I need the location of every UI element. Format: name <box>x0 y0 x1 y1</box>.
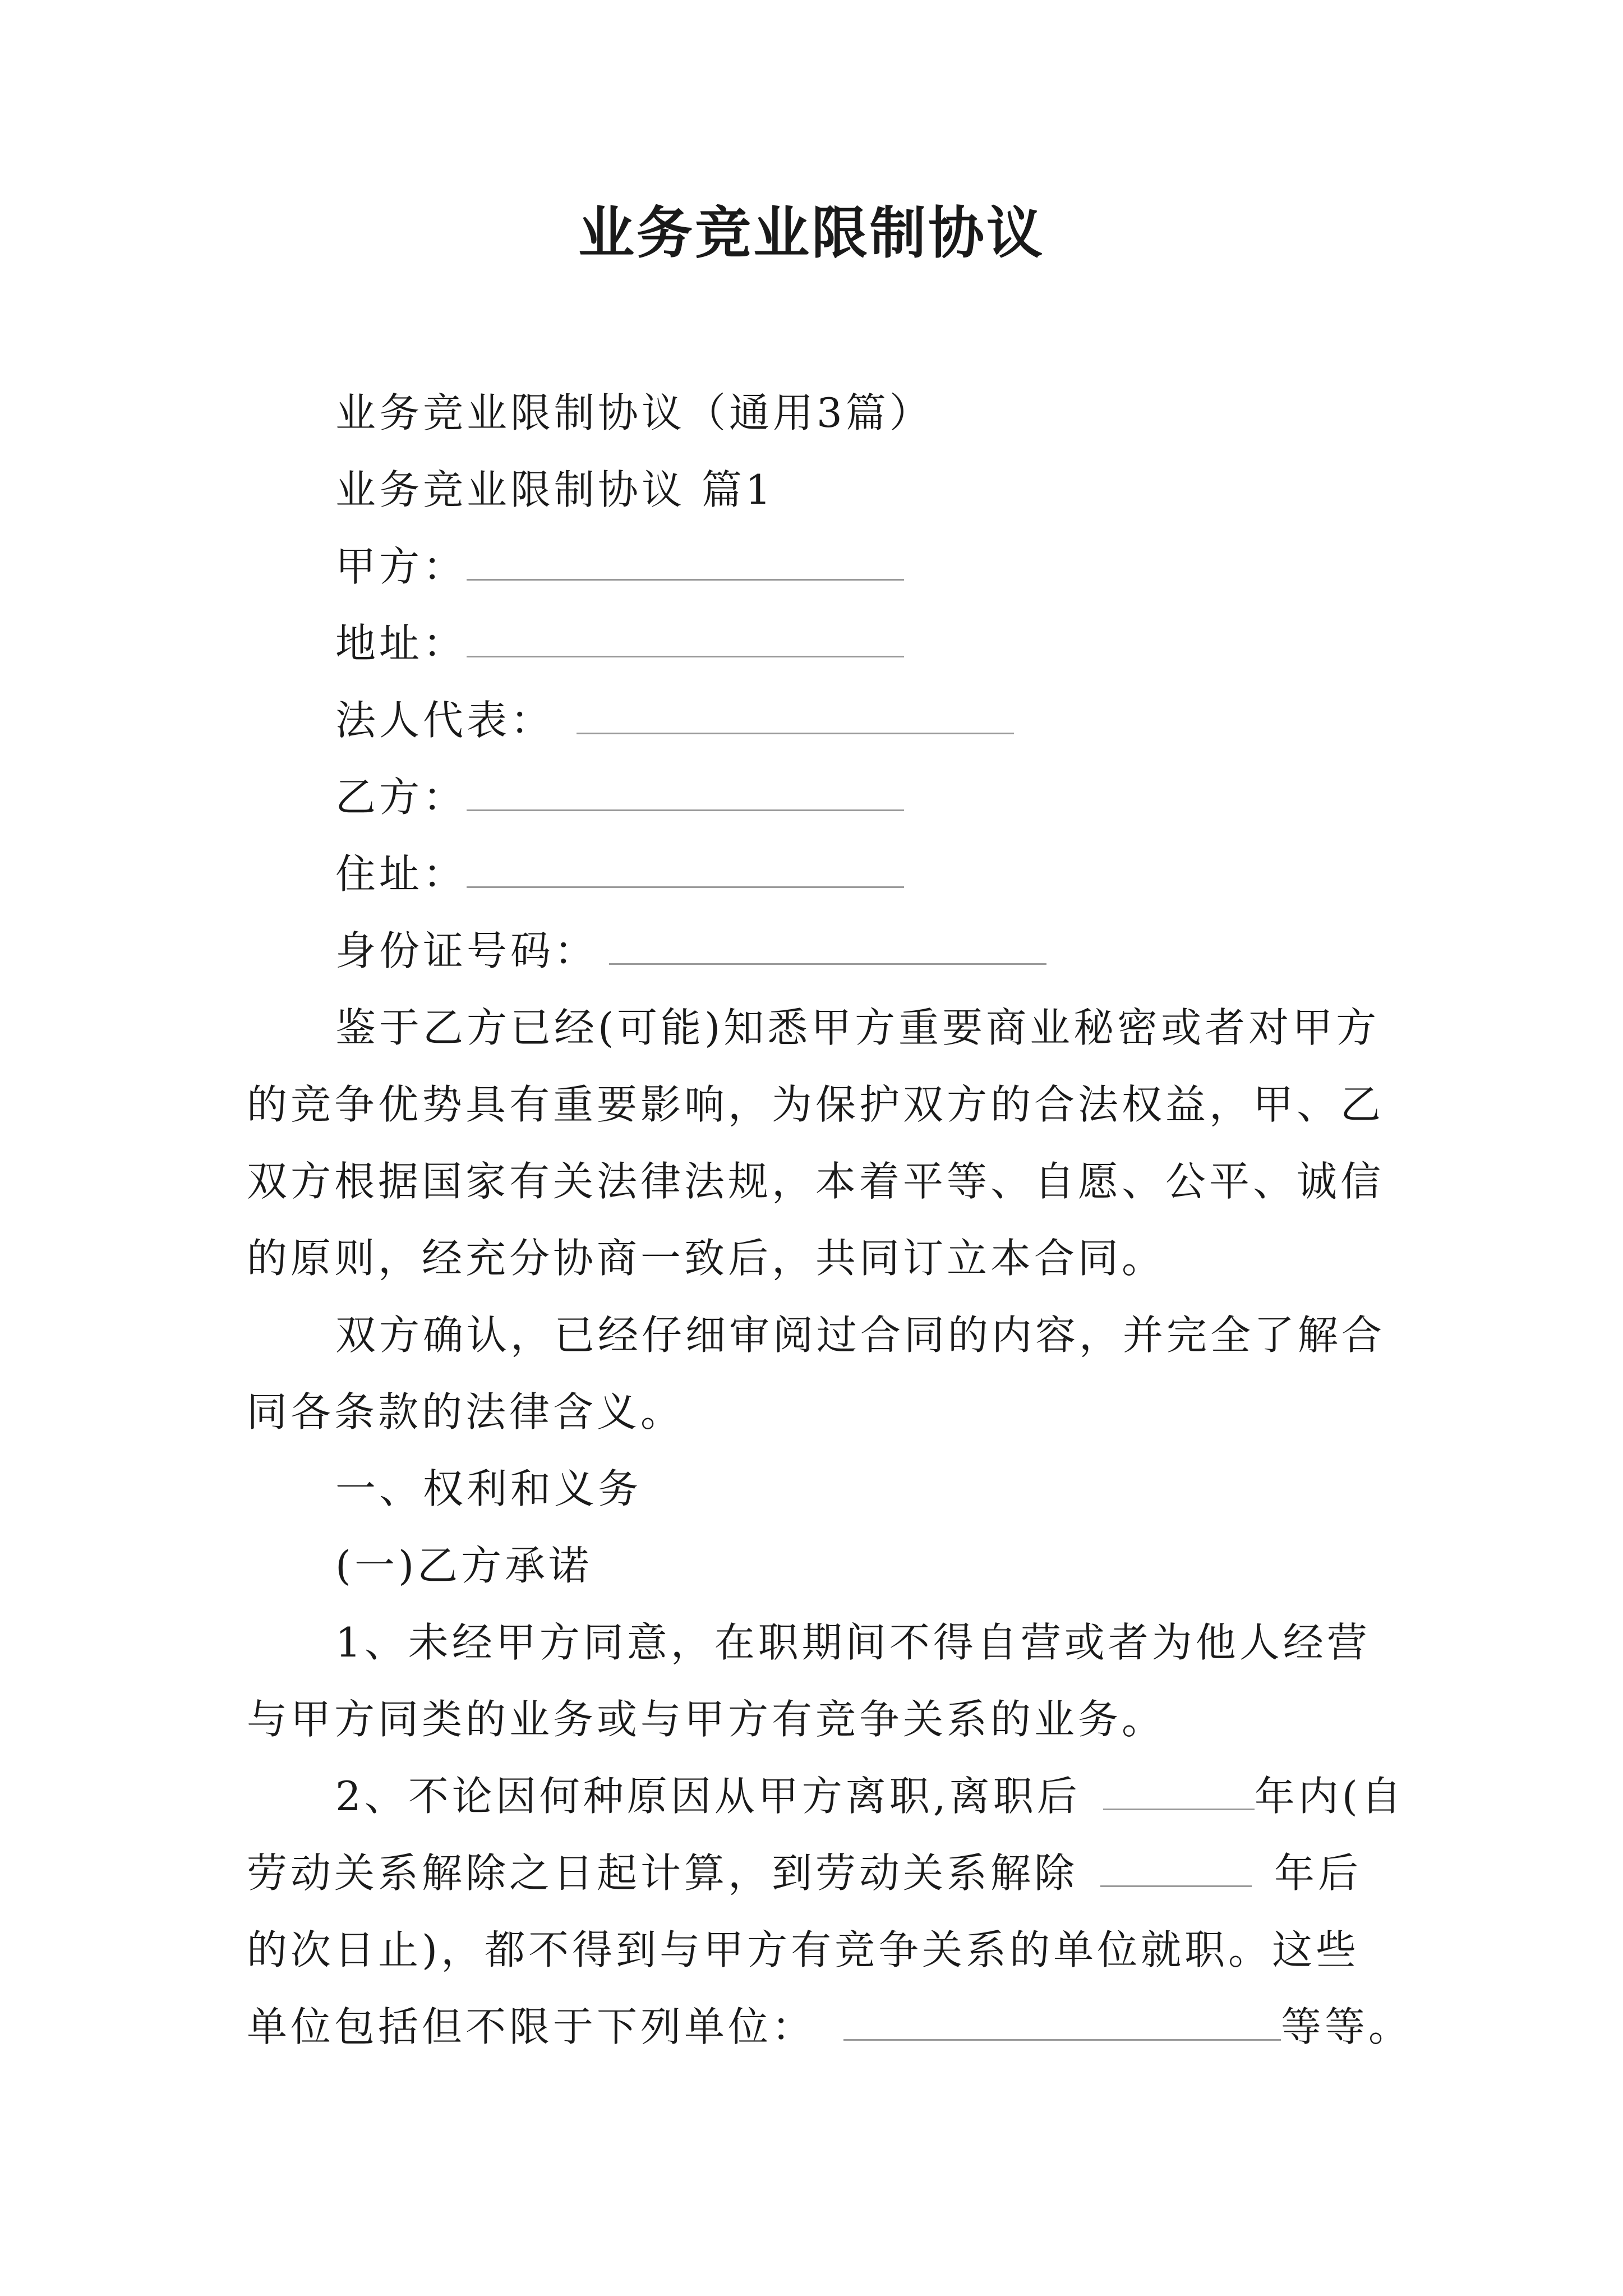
field-party-b-label: 乙方： <box>335 774 467 821</box>
field-legal-rep <box>335 692 1014 748</box>
item1-line1: 1、未经甲方同意，在职期间不得自营或者为他人经营 <box>335 1619 1371 1666</box>
item2-line1-text-a: 2、不论因何种原因从甲方离职,离职后 <box>335 1773 1081 1820</box>
field-residence <box>335 846 904 902</box>
field-id-number-blank <box>609 924 1046 965</box>
document-subtitle: 业务竞业限制协议（通用3篇） <box>335 389 933 436</box>
field-address <box>335 615 904 671</box>
item2-line2-text-b: 年后 <box>1274 1849 1362 1897</box>
paragraph1-line2: 的竞争优势具有重要影响，为保护双方的合法权益，甲、乙 <box>247 1081 1385 1128</box>
item2-line1-text-b: 年内(自 <box>1254 1773 1405 1820</box>
paragraph2-line2: 同各条款的法律含义。 <box>247 1388 685 1435</box>
field-address-blank <box>467 616 904 657</box>
item2-years-blank <box>1103 1769 1255 1810</box>
field-residence-label: 住址： <box>335 850 467 898</box>
item2-line3: 的次日止)，都不得到与甲方有竞争关系的单位就职。这些 <box>247 1926 1360 1973</box>
section-title: 业务竞业限制协议 篇1 <box>335 466 774 513</box>
field-party-a-blank <box>467 540 904 581</box>
document-title: 业务竞业限制协议 <box>578 200 1045 266</box>
heading-rights-obligations: 一、权利和义务 <box>335 1465 642 1512</box>
field-residence-blank <box>467 847 904 888</box>
paragraph1-line1: 鉴于乙方已经(可能)知悉甲方重要商业秘密或者对甲方 <box>335 1004 1380 1051</box>
paragraph2-line1: 双方确认，已经仔细审阅过合同的内容，并完全了解合 <box>335 1312 1386 1359</box>
field-address-label: 地址： <box>335 620 467 667</box>
item2-line1 <box>335 1768 1405 1824</box>
item2-line4 <box>247 1999 1412 2055</box>
field-id-number <box>335 923 1046 979</box>
item2-years-after-blank <box>1100 1846 1252 1887</box>
field-party-b-blank <box>467 770 904 811</box>
heading-party-b-promise: (一)乙方承诺 <box>335 1542 593 1589</box>
field-legal-rep-blank <box>577 693 1014 734</box>
item2-line2 <box>247 1845 1362 1901</box>
item2-line2-text-a: 劳动关系解除之日起计算，到劳动关系解除 <box>247 1849 1078 1897</box>
item1-line2: 与甲方同类的业务或与甲方有竞争关系的业务。 <box>247 1696 1166 1743</box>
item2-line4-text-b: 等等。 <box>1281 2003 1413 2050</box>
field-party-b <box>335 769 904 825</box>
field-id-number-label: 身份证号码： <box>335 927 598 974</box>
field-legal-rep-label: 法人代表： <box>335 697 555 744</box>
item2-units-blank <box>843 2000 1281 2041</box>
paragraph1-line4: 的原则，经充分协商一致后，共同订立本合同。 <box>247 1235 1166 1282</box>
field-party-a <box>335 539 904 595</box>
item2-line4-text-a: 单位包括但不限于下列单位： <box>247 2003 816 2050</box>
field-party-a-label: 甲方： <box>335 543 467 590</box>
paragraph1-line3: 双方根据国家有关法律法规，本着平等、自愿、公平、诚信 <box>247 1158 1385 1205</box>
